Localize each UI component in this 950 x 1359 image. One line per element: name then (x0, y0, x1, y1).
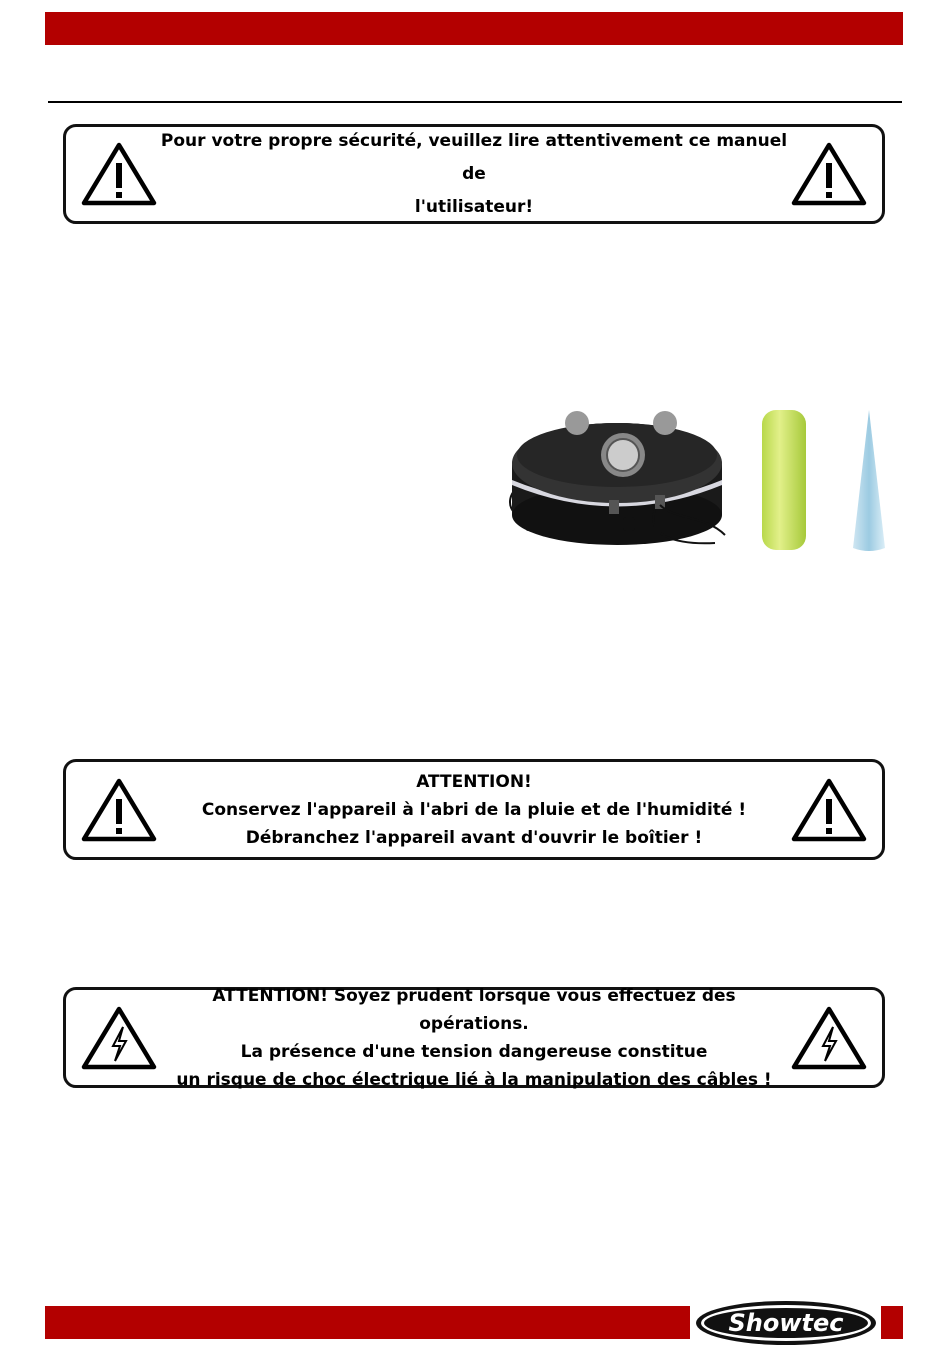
warning-line: La présence d'une tension dangereuse constitue (240, 1041, 708, 1062)
warning-exclamation-icon (80, 777, 158, 843)
warning-line: ATTENTION! (416, 771, 532, 792)
warning-line: Débranchez l'appareil avant d'ouvrir le boîtier ! (245, 827, 703, 848)
footer-red-bar-end (881, 1306, 903, 1339)
warning-exclamation-icon (790, 141, 868, 207)
product-blue-cone-image (845, 408, 891, 553)
safety-warning-box (63, 124, 885, 224)
warning-line: un risque de choc électrique lié à la manipulation des câbles ! (176, 1069, 772, 1090)
high-voltage-icon (80, 1005, 158, 1071)
showtec-logo (694, 1298, 878, 1348)
warning-line: Pour votre propre sécurité, veuillez lire attentivement ce manuel de (160, 130, 788, 184)
warning-line: Conservez l'appareil à l'abri de la pluie et de l'humidité ! (201, 799, 747, 820)
product-base-image (505, 405, 730, 555)
warning-line: ATTENTION! Soyez prudent lorsque vous effectuez des opérations. (212, 985, 736, 1034)
header-divider (48, 101, 902, 103)
electric-shock-warning-box (63, 987, 885, 1088)
moisture-warning-text (158, 768, 790, 852)
warning-line: l'utilisateur! (414, 196, 534, 217)
high-voltage-icon (790, 1005, 868, 1071)
warning-exclamation-icon (790, 777, 868, 843)
electric-warning-text (158, 982, 790, 1094)
logo-text: Showtec (728, 1309, 844, 1337)
warning-exclamation-icon (80, 141, 158, 207)
safety-warning-text (158, 125, 790, 224)
product-green-tube-image (758, 408, 810, 553)
footer-red-bar (45, 1306, 690, 1339)
header-red-bar (45, 12, 903, 45)
moisture-warning-box (63, 759, 885, 860)
